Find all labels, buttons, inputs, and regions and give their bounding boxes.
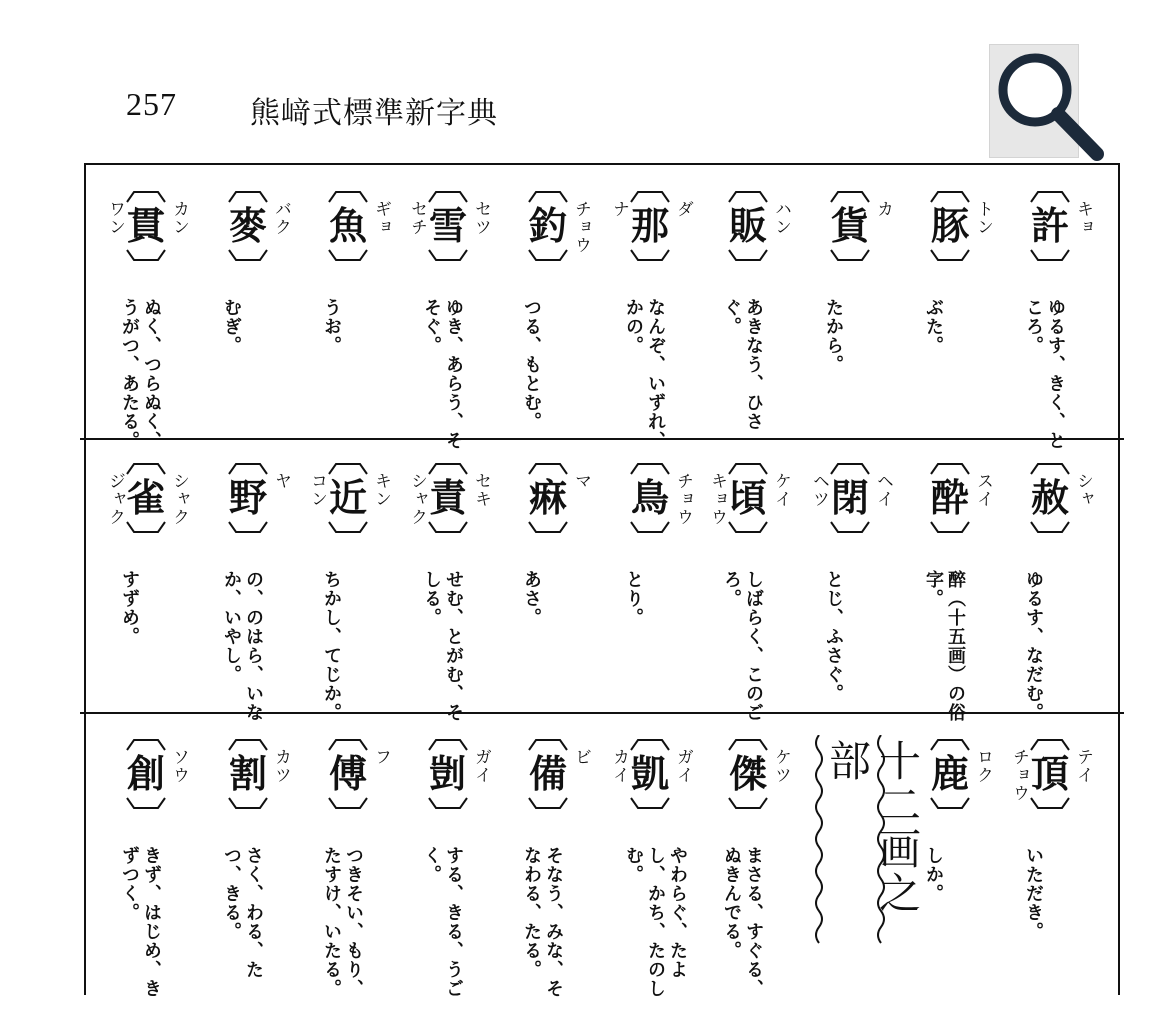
- kanji-meaning: すずめ。: [119, 570, 140, 646]
- kanji-reading: ヘイ: [873, 472, 893, 508]
- kanji-meaning: せむ、とがむ、そしる。: [421, 570, 464, 722]
- kanji-meaning: きず、はじめ、きずつく。: [119, 846, 162, 998]
- book-title: 熊﨑式標準新字典: [250, 96, 498, 131]
- kanji-alt-reading: ナ: [609, 200, 629, 218]
- kanji-alt-reading: キョウ: [707, 472, 727, 526]
- kanji-bracket: [930, 738, 970, 810]
- kanji-character: 貫: [126, 204, 165, 248]
- kanji-alt-reading: チョウ: [1009, 748, 1029, 802]
- kanji-meaning: つきそい、もり、たすけ、いたる。: [321, 846, 364, 998]
- kanji-meaning: うお。: [321, 298, 342, 355]
- kanji-meaning: ちかし、てじか。: [321, 570, 342, 722]
- kanji-bracket: [228, 190, 268, 262]
- kanji-reading: ダ: [673, 200, 693, 218]
- kanji-bracket: [930, 190, 970, 262]
- kanji-meaning: する、きる、うごく。: [421, 846, 464, 998]
- kanji-entry: [214, 462, 314, 732]
- kanji-alt-reading: ワン: [105, 200, 125, 236]
- section-heading: [812, 735, 922, 945]
- kanji-meaning: とじ、ふさぐ。: [823, 570, 844, 703]
- kanji-reading: シャク: [169, 472, 189, 526]
- kanji-meaning: さく、わる、たつ、きる。: [221, 846, 264, 979]
- kanji-entry: [105, 190, 212, 460]
- kanji-alt-reading: コン: [307, 472, 327, 508]
- wavy-border-right: [874, 735, 888, 945]
- kanji-entry: [514, 190, 614, 460]
- kanji-entry: [314, 738, 414, 1008]
- kanji-character: 酔: [930, 476, 969, 520]
- kanji-reading: キョ: [1073, 200, 1093, 236]
- kanji-bracket: [1030, 462, 1070, 534]
- kanji-entry: [714, 738, 814, 1008]
- kanji-character: 創: [126, 752, 165, 796]
- kanji-entry: [1009, 738, 1116, 1008]
- zoom-button[interactable]: [985, 40, 1105, 160]
- section-heading-text: 十二画之部: [823, 739, 922, 915]
- kanji-character: 釣: [528, 204, 567, 248]
- kanji-character: 頃: [728, 476, 767, 520]
- kanji-entry: [314, 190, 414, 460]
- kanji-entry: [714, 190, 814, 460]
- kanji-bracket: [528, 738, 568, 810]
- kanji-meaning: たから。: [823, 298, 844, 374]
- magnifier-icon: [985, 40, 1110, 165]
- kanji-entry: [916, 462, 1016, 732]
- kanji-entry: [916, 738, 1016, 1008]
- kanji-entry: [407, 462, 514, 732]
- kanji-bracket: [528, 462, 568, 534]
- kanji-alt-reading: ジャク: [105, 472, 125, 526]
- kanji-entry: [707, 462, 814, 732]
- kanji-reading: カン: [169, 200, 189, 236]
- kanji-character: 魚: [328, 204, 367, 248]
- kanji-bracket: [830, 190, 870, 262]
- kanji-bracket: [126, 190, 166, 262]
- kanji-bracket: [228, 462, 268, 534]
- kanji-bracket: [630, 738, 670, 810]
- kanji-meaning: ゆき、あらう、そそぐ。: [421, 298, 464, 450]
- kanji-character: 赦: [1030, 476, 1069, 520]
- kanji-meaning: 醉（十五画）の俗字。: [923, 570, 966, 722]
- kanji-character: 鳥: [630, 476, 669, 520]
- kanji-bracket: [728, 462, 768, 534]
- kanji-entry: [105, 462, 212, 732]
- kanji-reading: マ: [571, 472, 591, 490]
- kanji-bracket: [428, 462, 468, 534]
- kanji-entry: [214, 738, 314, 1008]
- kanji-entry: [609, 738, 716, 1008]
- kanji-meaning: むぎ。: [221, 298, 242, 355]
- kanji-character: 凱: [630, 752, 669, 796]
- kanji-reading: ロク: [973, 748, 993, 784]
- kanji-reading: シャ: [1073, 472, 1093, 508]
- kanji-reading: ギョ: [371, 200, 391, 236]
- kanji-entry: [816, 190, 916, 460]
- kanji-entry: [514, 462, 614, 732]
- kanji-bracket: [528, 190, 568, 262]
- kanji-meaning: やわらぐ、たよし、かち、たのしむ。: [623, 846, 688, 998]
- kanji-reading: ケツ: [771, 748, 791, 784]
- kanji-character: 閉: [830, 476, 869, 520]
- kanji-entry: [307, 462, 414, 732]
- kanji-bracket: [728, 738, 768, 810]
- kanji-reading: チョウ: [571, 200, 591, 254]
- kanji-character: 備: [528, 752, 567, 796]
- kanji-bracket: [630, 190, 670, 262]
- kanji-character: 近: [328, 476, 367, 520]
- kanji-entry: [616, 462, 716, 732]
- kanji-bracket: [1030, 190, 1070, 262]
- kanji-entry: [609, 190, 716, 460]
- kanji-reading: ガイ: [471, 748, 491, 784]
- kanji-bracket: [1030, 738, 1070, 810]
- kanji-character: 豚: [930, 204, 969, 248]
- kanji-character: 雀: [126, 476, 165, 520]
- kanji-meaning: ゆるす、きく、ところ。: [1023, 298, 1066, 450]
- kanji-alt-reading: カイ: [609, 748, 629, 784]
- kanji-entry: [514, 738, 614, 1008]
- kanji-character: 雪: [428, 204, 467, 248]
- kanji-bracket: [830, 462, 870, 534]
- kanji-reading: キン: [371, 472, 391, 508]
- kanji-entry: [809, 462, 916, 732]
- kanji-bracket: [328, 190, 368, 262]
- kanji-meaning: あきなう、ひさぐ。: [721, 298, 764, 431]
- kanji-meaning: あさ。: [521, 570, 542, 627]
- kanji-reading: テイ: [1073, 748, 1093, 784]
- kanji-character: 許: [1030, 204, 1069, 248]
- kanji-meaning: ゆるす、なだむ。: [1023, 570, 1044, 722]
- kanji-meaning: ぶた。: [923, 298, 944, 355]
- kanji-reading: ケイ: [771, 472, 791, 508]
- kanji-reading: フ: [371, 748, 391, 766]
- kanji-bracket: [630, 462, 670, 534]
- kanji-meaning: しか。: [923, 846, 944, 903]
- kanji-character: 鹿: [930, 752, 969, 796]
- kanji-reading: カ: [873, 200, 893, 218]
- kanji-character: 割: [228, 752, 267, 796]
- kanji-character: 販: [728, 204, 767, 248]
- kanji-bracket: [930, 462, 970, 534]
- kanji-entry: [214, 190, 314, 460]
- kanji-alt-reading: シャク: [407, 472, 427, 526]
- kanji-character: 麥: [228, 204, 267, 248]
- kanji-bracket: [728, 190, 768, 262]
- kanji-entry: [112, 738, 212, 1008]
- kanji-reading: ヤ: [271, 472, 291, 490]
- kanji-entry: [407, 190, 514, 460]
- kanji-character: 那: [630, 204, 669, 248]
- kanji-character: 責: [428, 476, 467, 520]
- kanji-character: 貨: [830, 204, 869, 248]
- kanji-entry: [414, 738, 514, 1008]
- kanji-meaning: の、のはら、いなか、いやし。: [221, 570, 264, 722]
- kanji-meaning: なんぞ、いずれ、かの。: [623, 298, 666, 450]
- kanji-reading: ビ: [571, 748, 591, 766]
- kanji-entry: [916, 190, 1016, 460]
- kanji-bracket: [428, 738, 468, 810]
- kanji-reading: スイ: [973, 472, 993, 508]
- kanji-character: 傑: [728, 752, 767, 796]
- kanji-meaning: まさる、すぐる、ぬきんでる。: [721, 846, 764, 998]
- kanji-meaning: いただき。: [1023, 846, 1044, 941]
- kanji-character: 剴: [428, 752, 467, 796]
- kanji-reading: チョウ: [673, 472, 693, 526]
- kanji-entry: [1016, 190, 1116, 460]
- kanji-entry: [1016, 462, 1116, 732]
- page-number: 257: [126, 86, 177, 122]
- kanji-character: 野: [228, 476, 267, 520]
- kanji-reading: セツ: [471, 200, 491, 236]
- kanji-reading: トン: [973, 200, 993, 236]
- kanji-meaning: しばらく、このごろ。: [721, 570, 764, 722]
- kanji-bracket: [126, 462, 166, 534]
- kanji-bracket: [328, 462, 368, 534]
- kanji-reading: バク: [271, 200, 291, 236]
- kanji-alt-reading: セチ: [407, 200, 427, 236]
- kanji-reading: ハン: [771, 200, 791, 236]
- kanji-bracket: [126, 738, 166, 810]
- kanji-bracket: [428, 190, 468, 262]
- kanji-reading: ガイ: [673, 748, 693, 784]
- kanji-character: 頂: [1030, 752, 1069, 796]
- kanji-reading: セキ: [471, 472, 491, 508]
- kanji-meaning: つる、もとむ。: [521, 298, 542, 431]
- kanji-meaning: とり。: [623, 570, 644, 627]
- kanji-reading: ソウ: [169, 748, 189, 784]
- kanji-meaning: そなう、みな、そなわる、たる。: [521, 846, 564, 998]
- kanji-character: 痳: [528, 476, 567, 520]
- kanji-bracket: [328, 738, 368, 810]
- kanji-character: 傅: [328, 752, 367, 796]
- kanji-bracket: [228, 738, 268, 810]
- kanji-reading: カツ: [271, 748, 291, 784]
- kanji-alt-reading: ヘツ: [809, 472, 829, 508]
- kanji-meaning: ぬく、つらぬく、うがつ、あたる。: [119, 298, 162, 450]
